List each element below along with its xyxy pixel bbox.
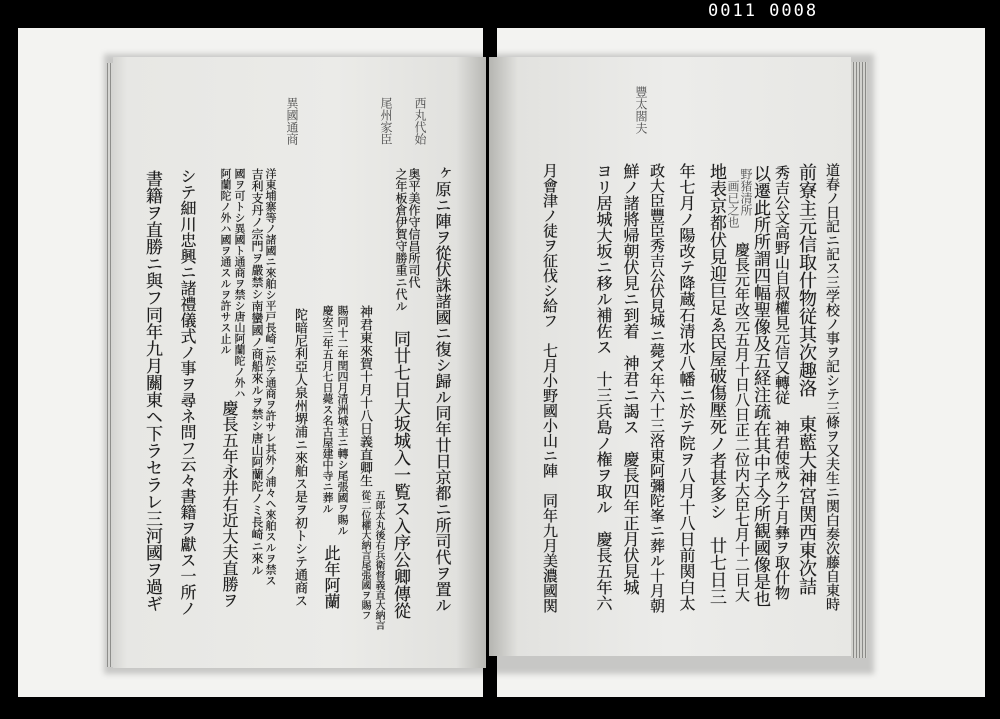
text-column: シテ細川忠興ニ諸禮儀式ノ事ヲ尋ネ問フ云々書籍ヲ獻ス一所ノ <box>178 168 197 616</box>
annotation-column: 洋東埔寨等ノ諸國ニ來舶シ平戸長崎ニ於テ通商ヲ許サレ其外ノ浦々ヘ來舶スルヲ禁ス <box>264 168 277 586</box>
text-column: 月會津ノ徒ヲ征伐シ給フ 七月小野國小山ニ陣 同年九月美濃國関 <box>541 163 559 613</box>
text-column: 年七月ノ陽改テ降蔵石清水八幡ニ於テ院ヲ八月十八日前関白太 <box>677 163 696 611</box>
text-column: 同廿七日大坂城入一覧ス入序公卿傳從 <box>390 330 410 619</box>
text-column: 慶長元年改元五月十日八日正二位内大臣七月十二日大 <box>733 242 751 602</box>
marginal-note: 西丸代始 <box>413 97 427 145</box>
frame-number: 0011 0008 <box>708 1 819 21</box>
annotation-column: 國ヲ可トシ異國ト通商ヲ禁シ唐山阿蘭陀ノ外ハ <box>233 168 246 399</box>
text-column: 秀吉公文高野山自叔權見元信又轉従 神君使戒ク于月彝ヲ取什物 <box>773 165 791 600</box>
text-column: 陀暗尼利亞人泉州堺浦ニ來舶ス是ヲ初トシテ通商ス <box>292 308 307 607</box>
annotation-column: 画已之也 <box>726 180 740 228</box>
text-column: ヨリ居城大坂ニ移ル補佐ス 十三兵島ノ権ヲ取ル 慶長五年六 <box>594 163 613 611</box>
marginal-note: 尾州家臣 <box>379 97 393 145</box>
text-column: 以遷此所所謂四幅聖像及五経注疏在其中子今所観國像是也 <box>750 165 770 607</box>
text-column: 道春ノ日記ニ記ス三学校ノ事ヲ記シテ三條ヲ又夫生ニ関白奏次藤自東時 <box>824 163 840 611</box>
text-column: 神君東來賀十月十八日義直卿生 <box>357 305 372 487</box>
annotation-column: 之年板倉伊賀守勝重ニ代ル <box>394 168 408 312</box>
text-column: 書籍ヲ直勝ニ與フ同年九月關東ヘ下ラセラレ三河國ヲ過ギ <box>142 170 162 612</box>
annotation-column: 野猪清所 <box>739 168 753 216</box>
annotation-column: 阿蘭陀ノ外ハ國ヲ通スルヲ許サス止ル <box>219 168 232 355</box>
text-column: 鮮ノ諸將帰朝伏見ニ到着 神君ニ謁ス 慶長四年正月伏見城 <box>621 163 640 595</box>
annotation-column: 奥平美作守信昌所司代 <box>407 168 421 288</box>
text-column: 政大臣豐臣秀吉公伏見城ニ薨ズ年六十三洛東阿彌陀峯ニ葬ル十月朝 <box>648 163 666 613</box>
marginal-note: 異國通商 <box>285 97 299 145</box>
annotation-column: 慶安三年五月七日薨ス名古屋建中寺ニ葬ル <box>321 305 334 514</box>
text-column: 慶長五年永井右近大夫直勝ヲ <box>220 400 239 608</box>
text-column: 地表京都伏見迎巨足ゑ民屋破傷壓死ノ者甚多シ 廿七日三 <box>706 163 726 605</box>
annotation-column: 吉利支丹ノ宗門ヲ嚴禁シ南蠻國ノ商船來ルヲ禁シ唐山阿蘭陀ノミ長崎ニ來ル <box>250 168 264 576</box>
text-column: 前寮主元信取什物従其次趣洛 東藍大神宮関西東次詰 <box>796 163 817 595</box>
annotation-column: 五郎太丸後右兵衛督義直大納言 <box>373 490 384 630</box>
marginal-note: 豐太閤夫 <box>634 86 648 134</box>
text-column: ヶ原ニ陣ヲ從伏誅諸國ニ復シ歸ル同年廿日京都ニ所司代ヲ置ル <box>433 165 452 613</box>
right-page-edge <box>851 62 867 658</box>
annotation-column: 賜同十二年閏四月清洲城主ニ轉シ尾張國ヲ賜ル <box>336 305 349 536</box>
annotation-column: 從二位權大納言尾張國ヲ賜フ <box>359 490 370 620</box>
text-column: 此年阿蘭 <box>322 545 341 609</box>
